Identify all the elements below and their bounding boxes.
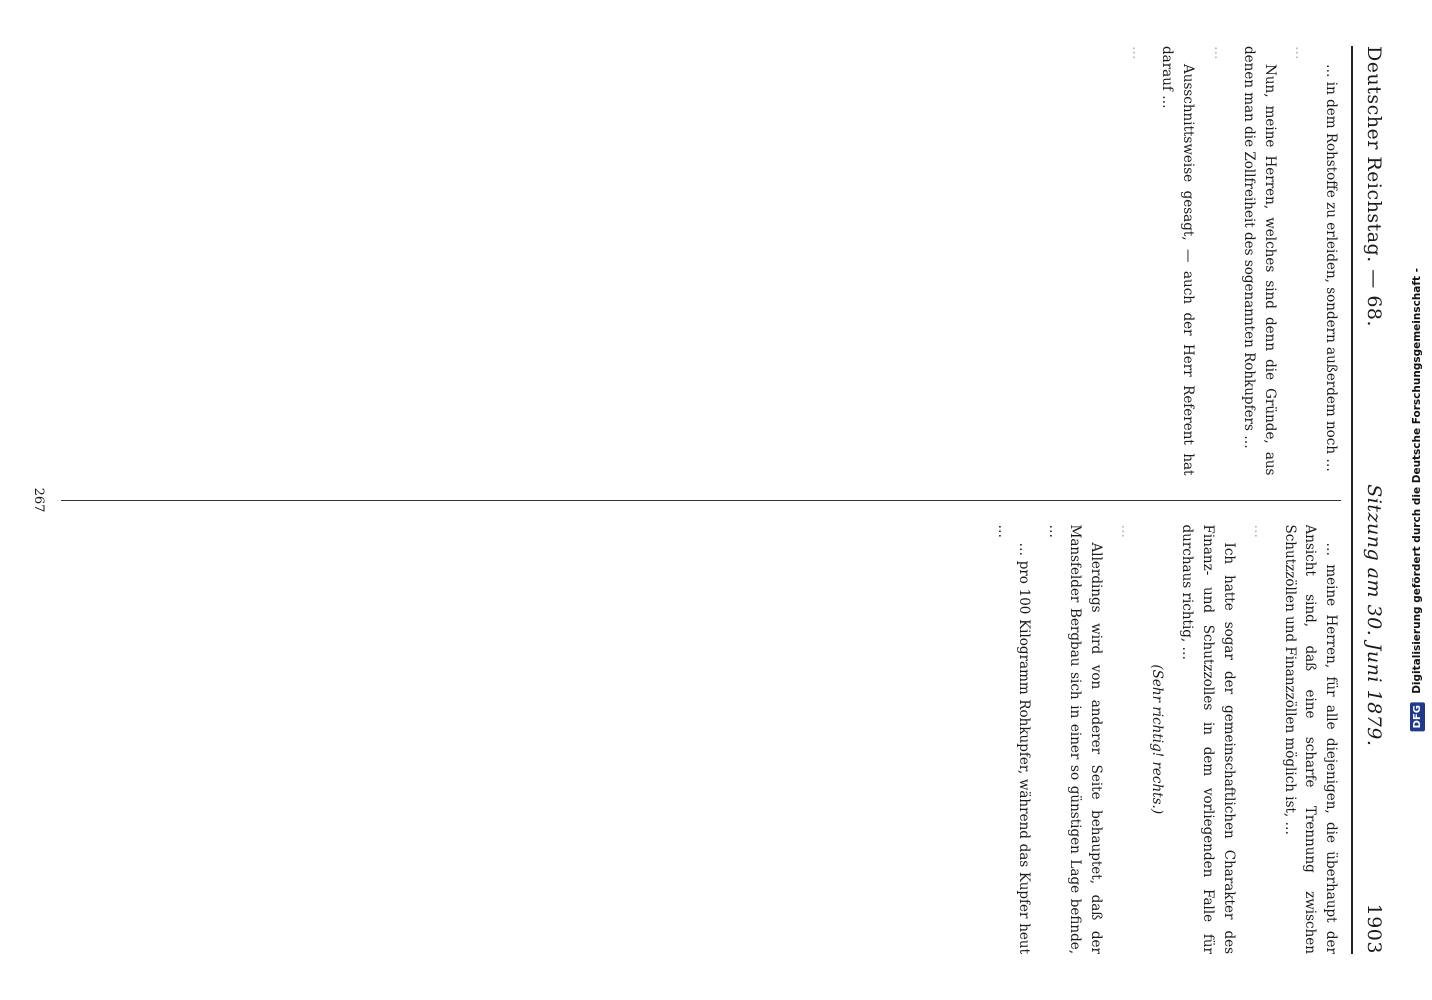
footer-page-number: 267: [31, 487, 46, 513]
paragraph: … meine Herren, für alle diejenigen, die überhaupt der Ansicht sind, daß eine scharfe Trennung zwischen Schutzzöllen und Finanzzöllen möglich ist, …: [1281, 524, 1339, 954]
rotated-page: [21, 20, 1411, 980]
header-page-number: 1903: [1363, 903, 1385, 954]
paragraph: Ich hatte sogar der gemeinschaftlichen Charakter des Finanz- und Schutzzolles in dem vorliegenden Falle für durchaus richtig, …: [1179, 524, 1237, 954]
paragraph: Allerdings wird von anderer Seite behauptet, daß der Mansfelder Bergbau sich in einer so günstigen Lage befinde, …: [1046, 524, 1104, 954]
dfg-logo: DFG: [1410, 702, 1425, 731]
paragraph: … pro 100 Kilogramm Rohkupfer, während das Kupfer heut …: [995, 524, 1032, 954]
left-column: [61, 46, 1341, 476]
text-columns: [61, 46, 1341, 954]
paragraph: …: [1128, 46, 1145, 61]
running-head: [1357, 46, 1391, 954]
paragraph: …: [1251, 524, 1268, 539]
interjection: (Sehr richtig! rechts.): [1148, 664, 1165, 815]
paragraph: … in dem Rohstoffe zu erleiden, sondern außerdem noch …: [1323, 64, 1339, 472]
paragraph: Nun, meine Herren, welches sind denn die Gründe, aus denen man die Zollfreiheit des sogenannten Rohkupfers …: [1241, 46, 1278, 476]
paragraph: Ausschnittsweise gesagt, — auch der Herr Referent hat darauf …: [1159, 46, 1197, 476]
right-column: [61, 525, 1341, 955]
header-rule: [1351, 46, 1353, 954]
digitization-stamp: [1406, 0, 1428, 1000]
funding-credit: Digitalisierung gefördert durch die Deutsche Forschungsgemeinschaft -: [1411, 268, 1423, 695]
paragraph: …: [1210, 46, 1227, 61]
column-divider: [61, 500, 1341, 501]
paragraph: …: [1292, 46, 1309, 61]
header-center: Sitzung am 30. Juni 1879.: [1363, 484, 1385, 747]
header-left: Deutscher Reichstag. — 68.: [1363, 46, 1385, 328]
paragraph: …: [1118, 524, 1135, 539]
